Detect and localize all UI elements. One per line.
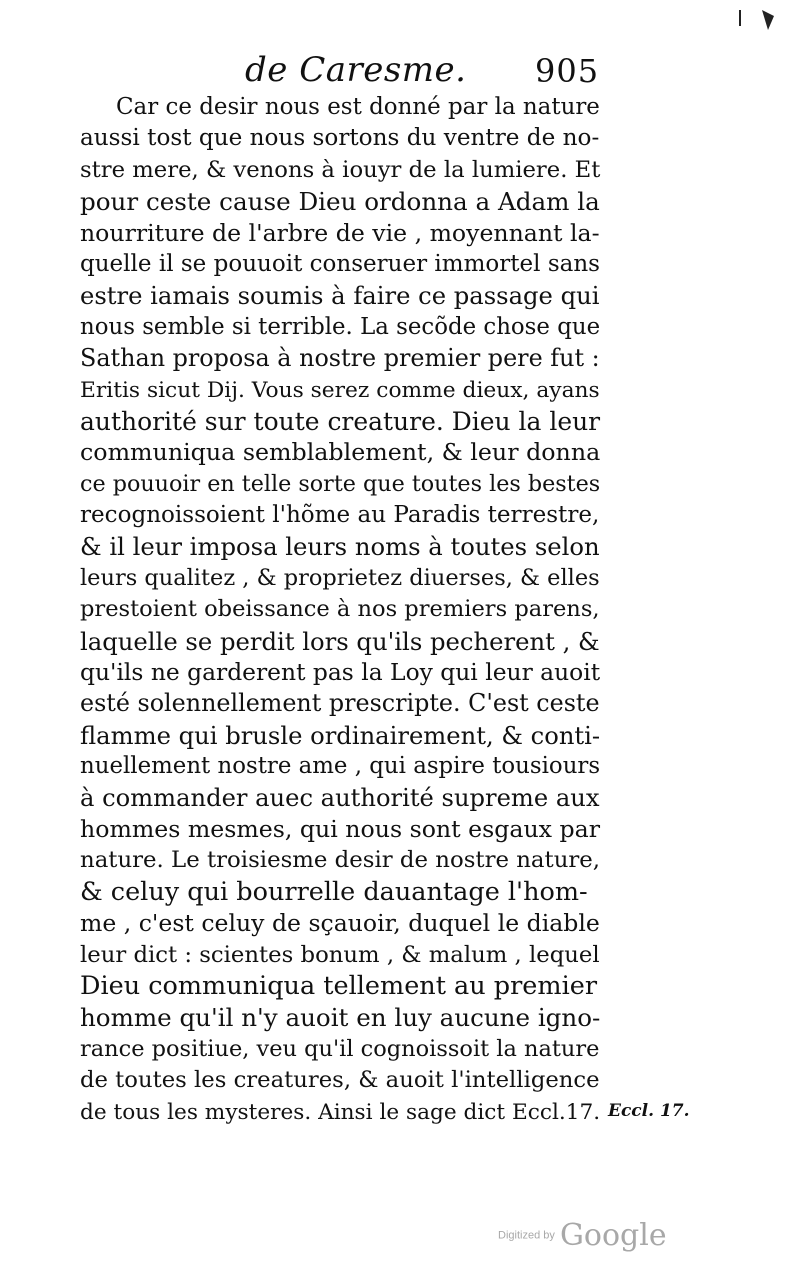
text-line: leurs qualitez , & proprietez diuerses, & elles (80, 564, 600, 591)
text-line: stre mere, & venons à iouyr de la lumiere. Et (80, 156, 601, 183)
text-line: nous semble si terrible. La secõde chose que (80, 313, 601, 340)
text-line: communiqua semblablement, & leur donna (80, 438, 601, 467)
text-line: recognoissoient l'hõme au Paradis terrestre, (80, 502, 600, 529)
text-line: laquelle se perdit lors qu'ils pecherent , & (80, 626, 600, 656)
text-line: hommes mesmes, qui nous sont esgaux par (80, 814, 601, 843)
page-number: 905 (535, 52, 600, 90)
text-line: nourriture de l'arbre de vie , moyennant la- (80, 218, 600, 247)
text-line: Dieu communiqua tellement au premier (80, 970, 598, 1001)
text-line: nature. Le troisiesme desir de nostre nature, (80, 847, 601, 874)
margin-note: Eccl. 17. (608, 1101, 690, 1121)
body-text (80, 92, 600, 1128)
text-line: authorité sur toute creature. Dieu la leur (80, 406, 601, 436)
running-head: de Caresme. (245, 50, 467, 90)
text-line: à commander auec authorité supreme aux (80, 783, 600, 812)
text-line: & celuy qui bourrelle dauantage l'hom- (80, 876, 588, 907)
text-line: me , c'est celuy de sçauoir, duquel le diable (80, 909, 600, 938)
text-line: homme qu'il n'y auoit en luy aucune igno- (80, 1003, 601, 1033)
text-line: flamme qui brusle ordinairement, & conti- (80, 720, 601, 750)
google-logo: Google (559, 1218, 667, 1253)
text-line: esté solennellement prescripte. C'est ceste (80, 689, 600, 718)
text-line: Sathan proposa à nostre premier pere fut : (80, 344, 600, 373)
text-line: prestoient obeissance à nos premiers parens, (80, 596, 600, 623)
text-line: de toutes les creatures, & auoit l'intelligence (80, 1067, 600, 1094)
text-line: rance positiue, veu qu'il cognoissoit la nature (80, 1035, 600, 1062)
page-edge-mark (738, 8, 778, 38)
text-line: Eritis sicut Dij. Vous serez comme dieux, ayans (80, 377, 600, 403)
text-line: aussi tost que nous sortons du ventre de no- (80, 125, 600, 152)
digitized-watermark (498, 1218, 667, 1253)
text-line: qu'ils ne garderent pas la Loy qui leur auoit (80, 658, 601, 687)
text-line: estre iamais soumis à faire ce passage qui (80, 281, 600, 311)
text-line: Car ce desir nous est donné par la nature (116, 94, 600, 120)
text-line: pour ceste cause Dieu ordonna a Adam la (80, 187, 600, 217)
text-line: & il leur imposa leurs noms à toutes selon (80, 532, 600, 562)
text-line: ce pouuoir en telle sorte que toutes les bestes (80, 470, 601, 497)
text-line: leur dict : scientes bonum , & malum , lequel (80, 941, 600, 968)
text-line: quelle il se pouuoit conseruer immortel sans (80, 250, 600, 277)
digitized-label: Digitized by (498, 1229, 555, 1242)
text-line: de tous les mysteres. Ainsi le sage dict Eccl.17. (80, 1099, 601, 1125)
text-line: nuellement nostre ame , qui aspire tousiours (80, 753, 601, 780)
